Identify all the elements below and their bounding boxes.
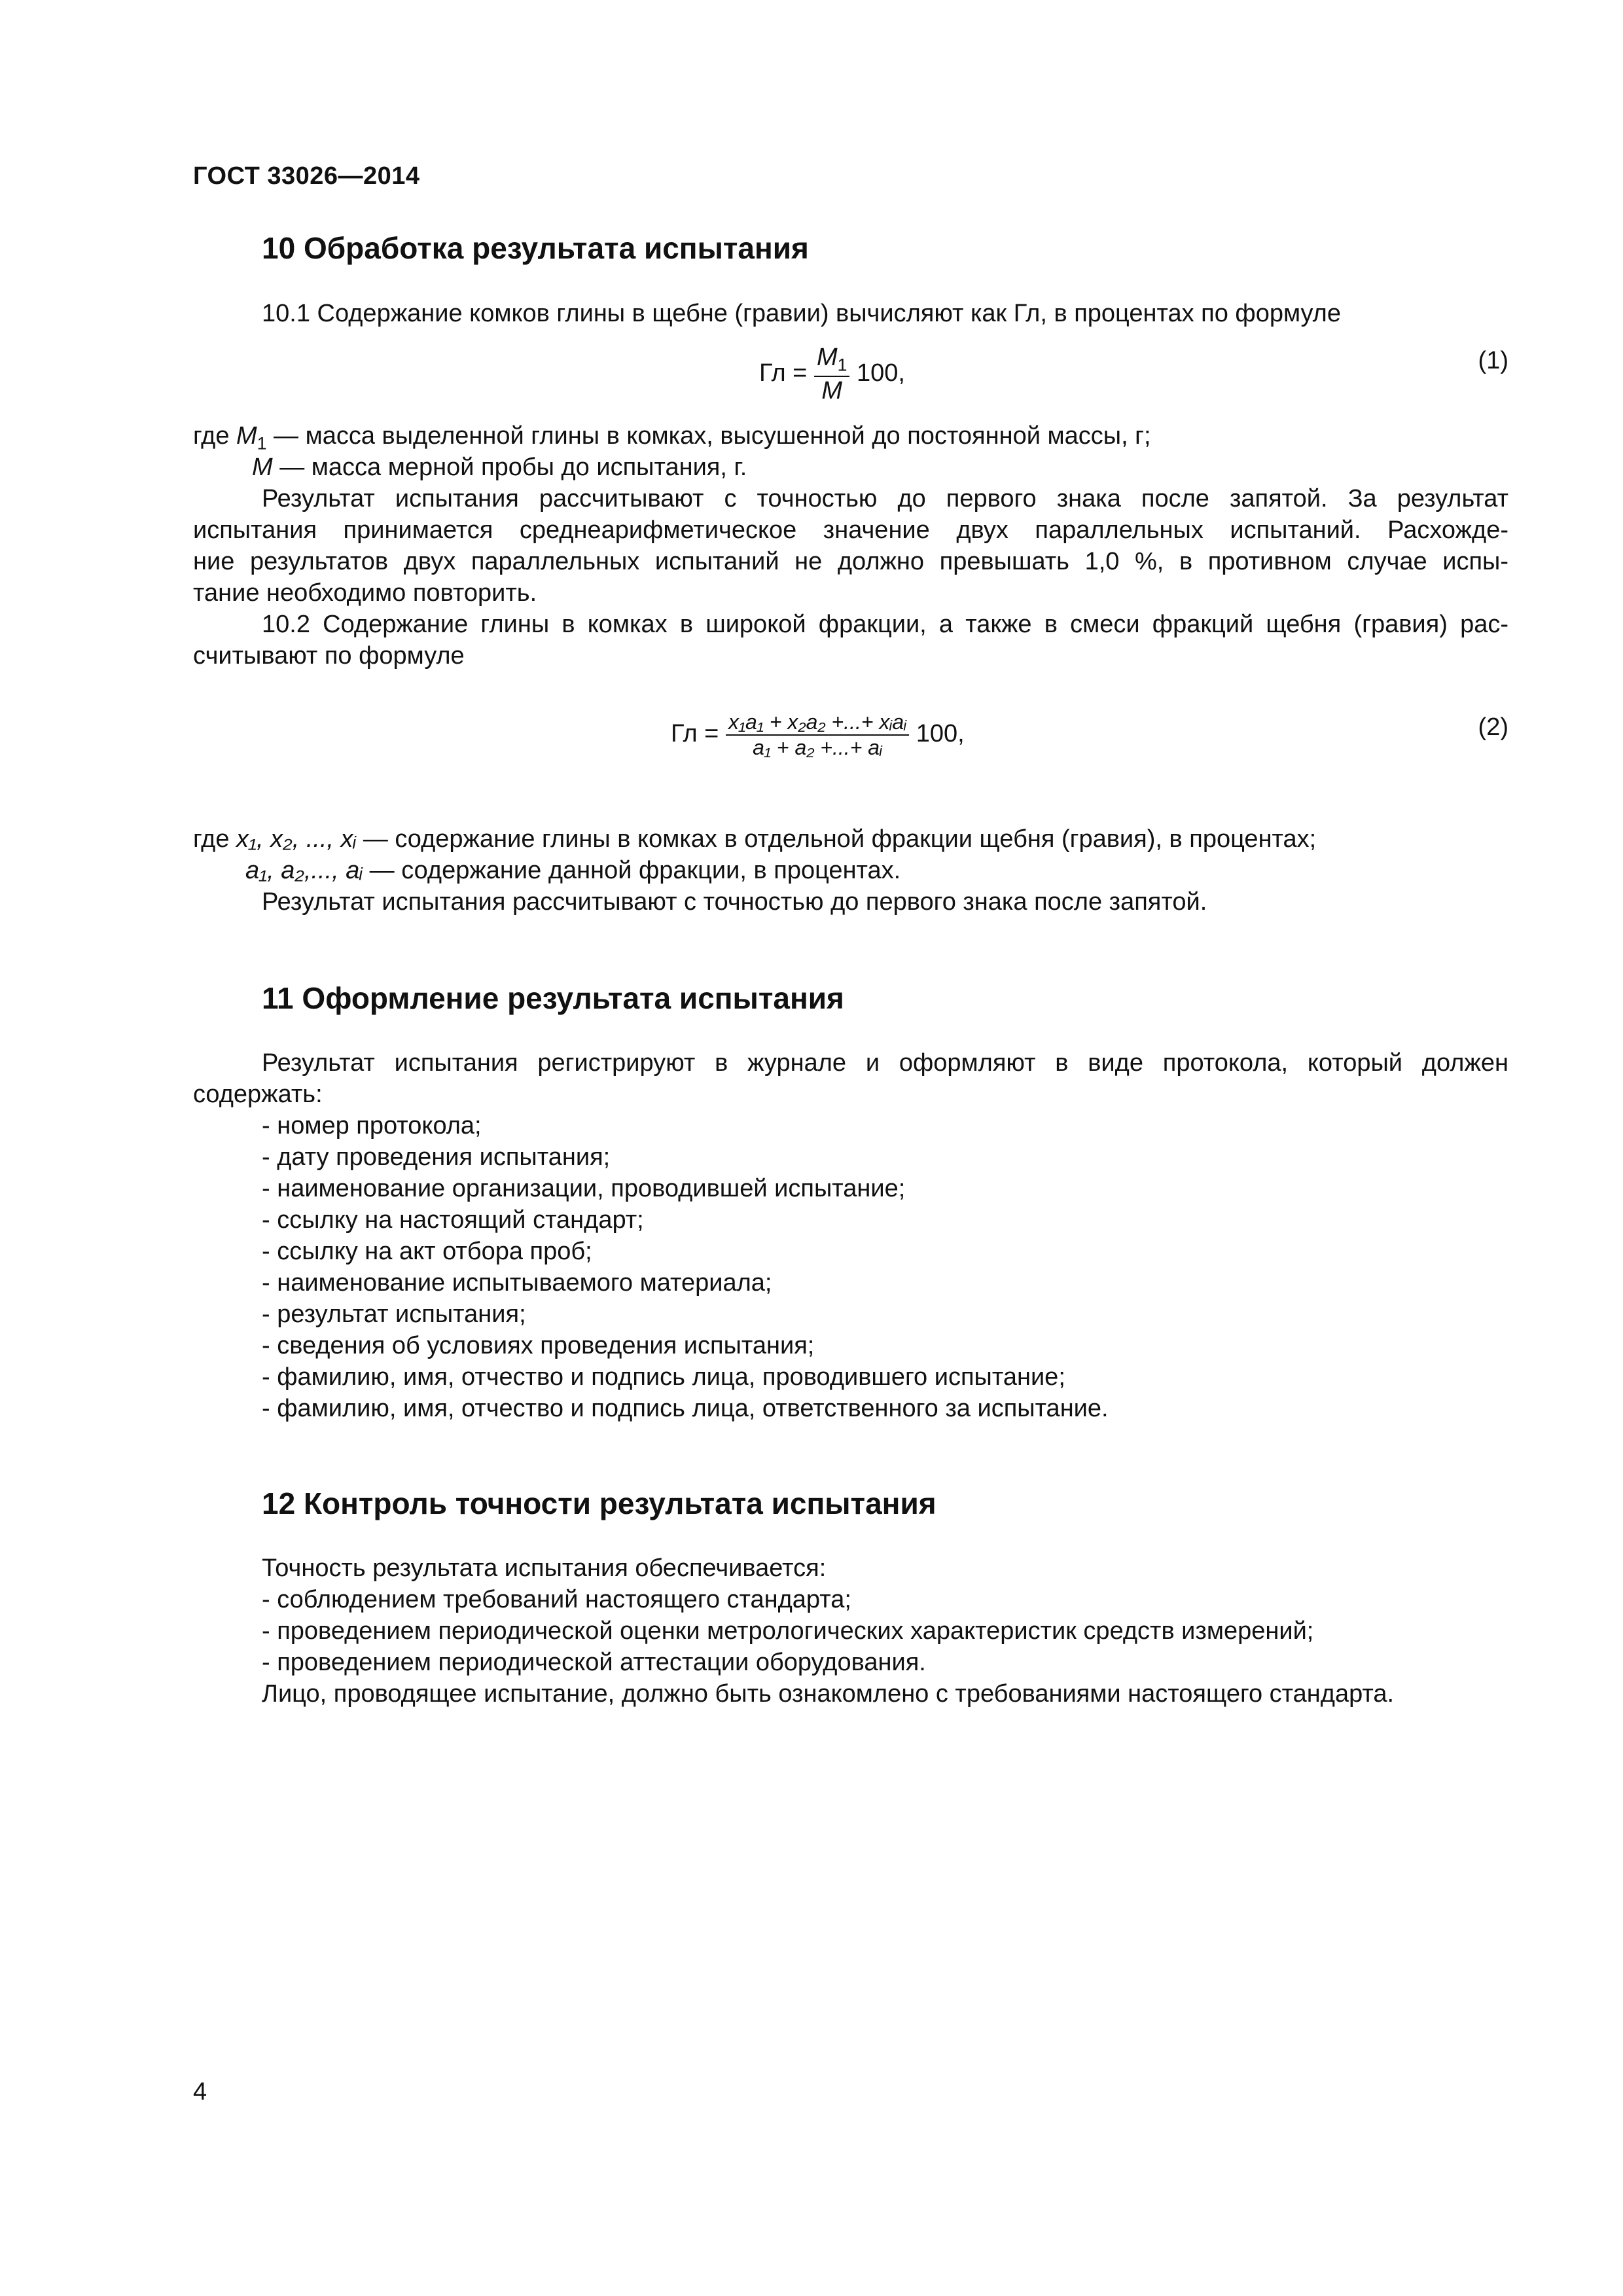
clause-10-2-line-2: считывают по формуле: [193, 642, 465, 670]
list-item: - проведением периодической оценки метрологических характеристик средств измерений;: [262, 1617, 1314, 1645]
list-item: - номер протокола;: [262, 1112, 482, 1139]
section-11-heading: 11 Оформление результата испытания: [262, 981, 844, 1015]
formula-1-tail: 100,: [856, 359, 905, 387]
formula-2-denominator: a₁ + a₂ +...+ aᵢ: [753, 736, 883, 759]
clause-10-1: 10.1 Содержание комков глины в щебне (гравии) вычисляют как Гл, в процентах по формуле: [262, 300, 1341, 327]
section-12-closing: Лицо, проводящее испытание, должно быть ознакомлено с требованиями настоящего стандарта.: [262, 1680, 1395, 1708]
list-item: - наименование организации, проводившей испытание;: [262, 1175, 906, 1202]
formula-1-number: (1): [1478, 347, 1508, 374]
formula-1: [759, 344, 905, 405]
page-number: 4: [193, 2078, 207, 2106]
where-1-m: M — масса мерной пробы до испытания, г.: [252, 454, 747, 481]
formula-2-lhs: Гл =: [671, 720, 719, 748]
where-1-m1: где $M_1$ — масса выделенной глины в комках, высушенной до постоянной массы, г;: [193, 422, 1151, 454]
clause-10-2-line-1: 10.2 Содержание глины в комках в широкой фракции, а также в смеси фракций щебня (гравия) рас-: [262, 611, 1508, 638]
where-2-x: где x₁, x₂, ..., xᵢ — содержание глины в комках в отдельной фракции щебня (гравия), в процентах;: [193, 825, 1317, 853]
list-item: - сведения об условиях проведения испытания;: [262, 1332, 815, 1359]
formula-1-fraction: [814, 344, 849, 405]
formula-2: [671, 710, 965, 760]
para-1-line-4: тание необходимо повторить.: [193, 579, 537, 607]
document-code: ГОСТ 33026—2014: [193, 162, 420, 190]
list-item: - дату проведения испытания;: [262, 1143, 611, 1171]
para-1-line-2: испытания принимается среднеарифметическое значение двух параллельных испытаний. Расхожде-: [193, 516, 1508, 544]
list-item: - соблюдением требований настоящего стандарта;: [262, 1586, 851, 1613]
list-item: - результат испытания;: [262, 1300, 526, 1328]
section-10-heading: 10 Обработка результата испытания: [262, 231, 809, 265]
section-12-heading: 12 Контроль точности результата испытания: [262, 1486, 936, 1520]
list-item: - наименование испытываемого материала;: [262, 1269, 772, 1297]
formula-2-number: (2): [1478, 713, 1508, 741]
section-11-intro-line-1: Результат испытания регистрируют в журнале и оформляют в виде протокола, который должен: [262, 1049, 1508, 1077]
para-1-line-3: ние результатов двух параллельных испытаний не должно превышать 1,0 %, в противном случае испы-: [193, 548, 1508, 575]
section-11-intro-line-2: содержать:: [193, 1081, 323, 1108]
formula-1-numerator: $M_1$: [814, 344, 849, 377]
where-2-a: a₁, a₂,..., aᵢ — содержание данной фракции, в процентах.: [245, 857, 901, 884]
list-item: - фамилию, имя, отчество и подпись лица, проводившего испытание;: [262, 1363, 1065, 1391]
list-item: - ссылку на акт отбора проб;: [262, 1238, 592, 1265]
para-2: Результат испытания рассчитывают с точностью до первого знака после запятой.: [262, 888, 1207, 916]
formula-1-lhs: Гл =: [759, 359, 808, 387]
formula-2-tail: 100,: [916, 720, 965, 748]
formula-1-denominator: M: [821, 376, 842, 404]
formula-2-numerator: x₁a₁ + x₂a₂ +...+ xᵢaᵢ: [726, 710, 909, 736]
list-item: - фамилию, имя, отчество и подпись лица, ответственного за испытание.: [262, 1395, 1109, 1422]
para-1-line-1: Результат испытания рассчитывают с точностью до первого знака после запятой. За результат: [262, 485, 1508, 512]
section-12-intro: Точность результата испытания обеспечивается:: [262, 1554, 827, 1582]
formula-2-fraction: [726, 710, 909, 760]
list-item: - проведением периодической аттестации оборудования.: [262, 1649, 926, 1676]
list-item: - ссылку на настоящий стандарт;: [262, 1206, 644, 1234]
